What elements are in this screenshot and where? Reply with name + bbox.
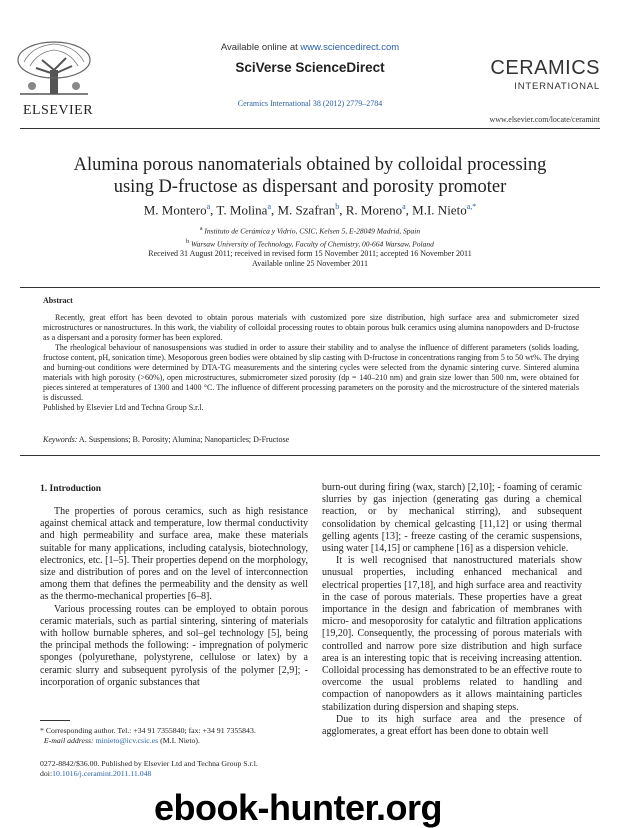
affiliation-b: $^b$ Warsaw University of Technology, Faculty of Chemistry, 00-664 Warsaw, Poland (186, 238, 434, 248)
author: M. Szafran (277, 202, 336, 218)
author-affiliation-mark: a (206, 202, 211, 211)
keywords-list: A. Suspensions; B. Porosity; Alumina; Nanoparticles; D-Fructose (77, 435, 290, 444)
copyright-block (40, 759, 310, 779)
body-paragraph: Due to its high surface area and the presence of agglomerates, a great effort has been done to obtain well (322, 713, 582, 738)
online-date: Available online 25 November 2011 (252, 259, 368, 268)
doi-label: doi: (40, 769, 53, 778)
elsevier-logo (12, 40, 104, 119)
journal-logo-line2: INTERNATIONAL (514, 81, 600, 92)
abstract-paragraph: Recently, great effort has been devoted to obtain porous materials with customized pore size distribution, high surface area and submicrometer sized microstructures or nanostructures. In this work, the viability of colloidal processing routes to obtain porous bulk ceramics using alumina nanopowders and D-fructose as a dispersant and a porosity former has been explored. (43, 313, 579, 342)
affiliations (30, 224, 590, 249)
keywords-label: Keywords: (43, 435, 78, 444)
journal-reference[interactable]: Ceramics International 38 (2012) 2779–2784 (237, 99, 383, 108)
author: M.I. Nieto (412, 202, 467, 218)
email-line (40, 736, 310, 746)
sciencedirect-link[interactable]: www.sciencedirect.com (300, 42, 400, 53)
email-link[interactable]: minieto@icv.csic.es (95, 736, 159, 745)
body-paragraph: burn-out during firing (wax, starch) [2,10]; - foaming of ceramic slurries by gas injection (generating gas during a chemical reaction, or by mechanical stirring), and subsequent consolidation by chemical gelcasting [11,12] or using thermal gelling agents [13]; - freeze casting of the ceramic suspensions, using water [14,15] or camphene [16] as a dispersion vehicle. (322, 482, 582, 555)
doi-line (40, 769, 310, 779)
author-affiliation-mark: a,* (466, 202, 477, 211)
section-heading-introduction: 1. Introduction (40, 484, 102, 494)
author-affiliation-mark: b (335, 202, 340, 211)
footnote-divider (40, 720, 70, 721)
abstract-heading: Abstract (43, 296, 73, 305)
right-column (322, 482, 582, 738)
received-dates: Received 31 August 2011; received in revised form 15 November 2011; accepted 16 November 2011 (148, 249, 472, 258)
platform-name: SciVerse ScienceDirect (235, 60, 385, 75)
title-line-2: using D-fructose as dispersant and porosity promoter (113, 177, 507, 197)
author-affiliation-mark: a (402, 202, 406, 211)
body-paragraph: Various processing routes can be employed to obtain porous ceramic materials, such as partial sintering, sintering of materials with hollow burnable spheres, and sol–gel technology [5], being the principal methods the following: - impregnation of polymeric sponges (polyurethane, polystyrene, cellulose or latex) by a ceramic slurry and subsequent pyrolysis of the polymer [2,9]; - incorporation of organic substances that (40, 603, 308, 688)
title-line-1: Alumina porous nanomaterials obtained by colloidal processing (73, 155, 547, 175)
elsevier-tree-icon (12, 40, 96, 96)
journal-logo-line1: CERAMICS (490, 57, 600, 79)
author: T. Molina (216, 202, 268, 218)
body-paragraph: The properties of porous ceramics, such as high resistance against chemical attack and temperature, low thermal conductivity and high permeability and surface area, make these materials suitable for many applications, including catalysis, biotechnology, electronics, etc. [1–5]. Their properties depend on the morphology, size and distribution of pores and on the level of interconnection among them that defines the permeability and the density as well as the thermo-mechanical properties [6–8]. (40, 506, 308, 603)
abstract-body (43, 313, 579, 413)
abstract-bottom-divider (20, 455, 600, 456)
journal-url[interactable]: www.elsevier.com/locate/ceramint (489, 115, 600, 124)
email-label: E-mail address: (43, 736, 94, 745)
watermark: ebook-hunter.org (154, 787, 442, 828)
corresponding-author: * Corresponding author. Tel.: +34 91 7355840; fax: +34 91 7355843. (40, 726, 256, 735)
email-suffix: (M.I. Nieto). (158, 736, 200, 745)
abstract-publisher-note: Published by Elsevier Ltd and Techna Group S.r.l. (43, 403, 204, 412)
copyright-line: 0272-8842/$36.00. Published by Elsevier Ltd and Techna Group S.r.l. (40, 759, 258, 768)
publisher-name: ELSEVIER (22, 103, 94, 118)
available-online (160, 42, 460, 53)
header-center (160, 42, 460, 108)
abstract-top-divider (20, 287, 600, 288)
abstract-paragraph: The rheological behaviour of nanosuspensions was studied in order to assure their stability and to analyse the influence of different parameters (solids loading, fructose content, pH, sonication time). Mesoporous green bodies were obtained by slip casting with D-fructose in concentrations ranging from 5 to 50 wt%. The drying and burning-out conditions were determined by DTA-TG measurements and the sintering cycles were selected from the dynamic sintering curve. Sintered alumina materials with high porosity (>60%), open microstructures, submicrometer sized porosity (dp = 140–210 nm) and grain size lower than 500 nm, were obtained for pieces sintered at temperatures of 1300 and 1400 °C. The influence of different processing parameters on the porosity and the microstructure of the sintered materials is discussed. (43, 343, 579, 402)
header-divider (20, 128, 600, 129)
body-paragraph: It is well recognised that nanostructured materials show unusual properties, including enhanced mechanical and electrical properties [17,18], and high surface area and reactivity in the case of porous materials. These properties have a great importance in the design and fabrication of membranes with micro- and mesoporosity for catalytic and filtration applications [19,20]. Consequently, the processing of porous materials with controlled and narrow pore size distribution and high surface area is an interesting topic that is receiving increasing attention. Colloidal processing has demonstrated to be an effective route to overcome the usual problems related to handling and compaction of nanopowders as it allows maintaining particles stabilization during dispersion and shaping steps. (322, 555, 582, 713)
keywords (43, 435, 579, 444)
author: R. Moreno (345, 202, 403, 218)
corresponding-author-footnote (40, 726, 310, 746)
available-prefix: Available online at (220, 42, 301, 53)
doi-link[interactable]: 10.1016/j.ceramint.2011.11.048 (52, 769, 152, 778)
author-affiliation-mark: a (267, 202, 271, 211)
article-dates (30, 249, 590, 269)
author: M. Montero (143, 202, 207, 218)
author-list: M. Montero$^a$, T. Molina$^a$, M. Szafran$^b$, R. Moreno$^a$, M.I. Nieto$^{a,*}$ (143, 202, 477, 218)
article-title (30, 154, 590, 198)
left-column (40, 506, 308, 689)
journal-logo (490, 58, 600, 92)
affiliation-a: $^a$ Instituto de Cerámica y Vidrio, CSIC, Kelsen 5, E-28049 Madrid, Spain (199, 226, 421, 236)
